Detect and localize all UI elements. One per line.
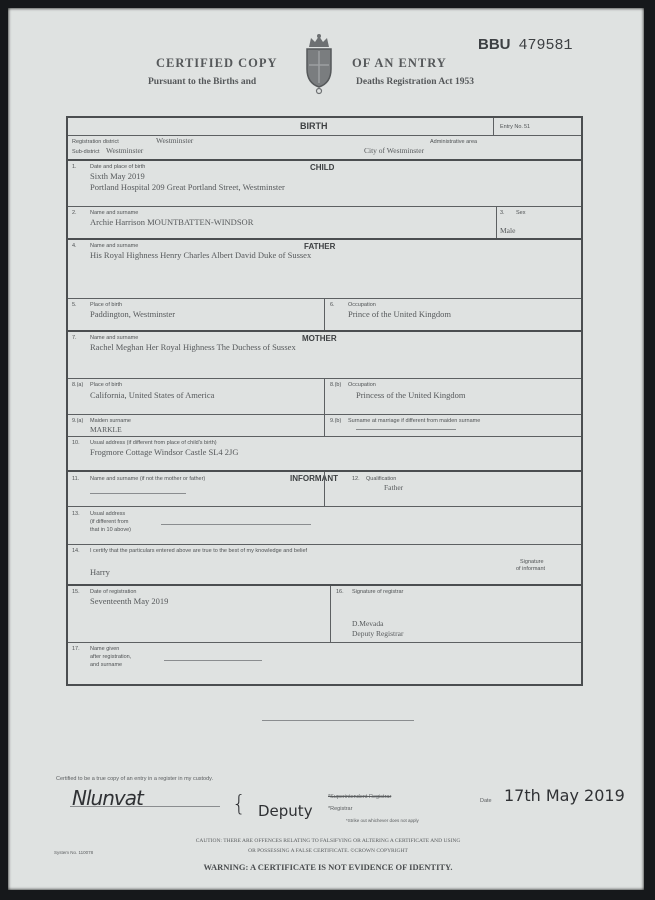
caution-line-1: CAUTION: THERE ARE OFFENCES RELATING TO FALSIFYING OR ALTERING A CERTIFICATE AND USING [195, 838, 461, 844]
father-birthplace-value: Paddington, Westminster [90, 309, 176, 319]
father-name-label: Name and surname [90, 243, 139, 249]
informant-address-blank [161, 524, 311, 525]
surname-at-marriage-blank [356, 429, 456, 430]
father-birthplace-label: Place of birth [90, 302, 123, 308]
administrative-area-value: City of Westminster [364, 146, 425, 155]
child-section-heading: CHILD [310, 163, 335, 172]
entry-no-value: 51 [524, 124, 531, 130]
name-after-registration-blank [164, 660, 262, 661]
form-title: BIRTH [300, 121, 328, 131]
name-after-registration-label-1: Name given [90, 646, 120, 652]
registration-date-value: Seventeenth May 2019 [90, 596, 169, 606]
field-number: 6. [330, 302, 335, 308]
field-number: 8.(a) [72, 382, 84, 388]
sub-district-label: Sub-district [72, 149, 100, 155]
field-number: 13. [72, 511, 80, 517]
handwritten-role: Deputy [258, 802, 313, 820]
sex-label: Sex [516, 210, 526, 216]
informant-address-label-3: that in 10 above) [90, 527, 131, 533]
father-section-heading: FATHER [304, 242, 336, 251]
child-name-label: Name and surname [90, 210, 139, 216]
mother-birthplace-label: Place of birth [90, 382, 123, 388]
name-after-registration-label-2: after registration, [90, 654, 132, 660]
date-place-birth-label: Date and place of birth [90, 164, 146, 170]
administrative-area-label: Administrative area [430, 139, 478, 145]
field-number: 3. [500, 210, 505, 216]
child-birth-place: Portland Hospital 209 Great Portland Street, Westminster [90, 182, 285, 192]
father-occupation-label: Occupation [348, 302, 376, 308]
brace-mark: { [232, 792, 246, 817]
serial-digits: 479581 [518, 37, 573, 54]
informant-address-label-2: (if different from [90, 519, 129, 525]
mother-section-heading: MOTHER [302, 334, 337, 343]
header-subtitle-left: Pursuant to the Births and [148, 77, 257, 87]
informant-name-blank [90, 493, 186, 494]
field-number: 12. [352, 476, 360, 482]
registrar-name: D.Mevada [352, 619, 384, 628]
entry-no-label: Entry No. [500, 124, 523, 130]
field-number: 11. [72, 476, 80, 482]
mother-name-value: Rachel Meghan Her Royal Highness The Duchess of Sussex [90, 342, 296, 352]
strike-out-note: *Strike out whichever does not apply [346, 818, 419, 823]
maiden-surname-label: Maiden surname [90, 418, 131, 424]
father-occupation-value: Prince of the United Kingdom [348, 309, 451, 319]
mother-name-label: Name and surname [90, 335, 139, 341]
sub-district-value: Westminster [106, 146, 144, 155]
caution-line-2: OR POSSESSING A FALSE CERTIFICATE. ©CROWN COPYRIGHT [248, 848, 408, 854]
field-number: 10. [72, 440, 80, 446]
child-birth-date: Sixth May 2019 [90, 171, 145, 181]
header-subtitle-right: Deaths Registration Act 1953 [356, 77, 474, 87]
date-label: Date [480, 798, 492, 804]
system-number: System No. 110078 [54, 850, 94, 855]
superintendent-registrar-struck: *Superintendent Registrar [328, 794, 392, 800]
field-number: 2. [72, 210, 77, 216]
mother-occupation-value: Princess of the United Kingdom [356, 390, 466, 400]
certification-date: 17th May 2019 [504, 786, 625, 805]
qualification-label: Qualification [366, 476, 397, 482]
informant-address-label-1: Usual address [90, 511, 126, 517]
mother-occupation-label: Occupation [348, 382, 376, 388]
registrar-role: *Registrar [328, 806, 353, 812]
informant-section-heading: INFORMANT [290, 474, 338, 483]
registrar-title: Deputy Registrar [352, 629, 404, 638]
birth-entry-form [66, 116, 583, 686]
father-name-value: His Royal Highness Henry Charles Albert David Duke of Sussex [90, 250, 312, 260]
sex-value: Male [500, 226, 516, 235]
serial-prefix: BBU [478, 36, 511, 53]
child-name-value: Archie Harrison MOUNTBATTEN-WINDSOR [90, 217, 254, 227]
registration-date-label: Date of registration [90, 589, 137, 595]
registration-district-label: Registration district [72, 139, 119, 145]
field-number: 4. [72, 243, 77, 249]
field-number: 1. [72, 164, 77, 170]
qualification-value: Father [384, 483, 404, 492]
royal-crest-icon [299, 33, 339, 95]
certifier-signature: Nlunvat [72, 786, 143, 810]
certifier-signature-line [70, 806, 220, 807]
identity-warning: WARNING: A CERTIFICATE IS NOT EVIDENCE OF IDENTITY. [203, 862, 453, 872]
informant-signature-value: Harry [90, 567, 110, 577]
mother-birthplace-value: California, United States of America [90, 390, 215, 400]
field-number: 9.(a) [72, 418, 84, 424]
field-number: 14. [72, 548, 80, 554]
header-title-left: CERTIFIED COPY [156, 56, 278, 70]
serial-number [478, 36, 573, 54]
maiden-surname-value: MARKLE [90, 425, 122, 434]
certify-statement-label: I certify that the particulars entered above are true to the best of my knowledge and belief [90, 548, 308, 554]
field-number: 15. [72, 589, 80, 595]
usual-address-label: Usual address (if different from place of child's birth) [90, 440, 217, 446]
certified-true-copy-statement: Certified to be a true copy of an entry in a register in my custody. [56, 776, 214, 782]
signature-of-informant-label-1: Signature [520, 559, 544, 565]
field-number: 7. [72, 335, 77, 341]
usual-address-value: Frogmore Cottage Windsor Castle SL4 2JG [90, 447, 239, 457]
surname-at-marriage-label: Surname at marriage if different from maiden surname [348, 418, 481, 424]
field-number: 5. [72, 302, 77, 308]
field-number: 16. [336, 589, 344, 595]
header-title-right: OF AN ENTRY [352, 56, 447, 70]
name-after-registration-label-3: and surname [90, 662, 123, 668]
field-number: 17. [72, 646, 80, 652]
signature-of-informant-label-2: of informant [516, 566, 546, 572]
seal-line [262, 720, 414, 721]
field-number: 9.(b) [330, 418, 342, 424]
field-number: 8.(b) [330, 382, 342, 388]
registrar-signature-label: Signature of registrar [352, 589, 404, 595]
registration-district-value: Westminster [156, 136, 194, 145]
informant-name-label: Name and surname (if not the mother or father) [90, 476, 206, 482]
